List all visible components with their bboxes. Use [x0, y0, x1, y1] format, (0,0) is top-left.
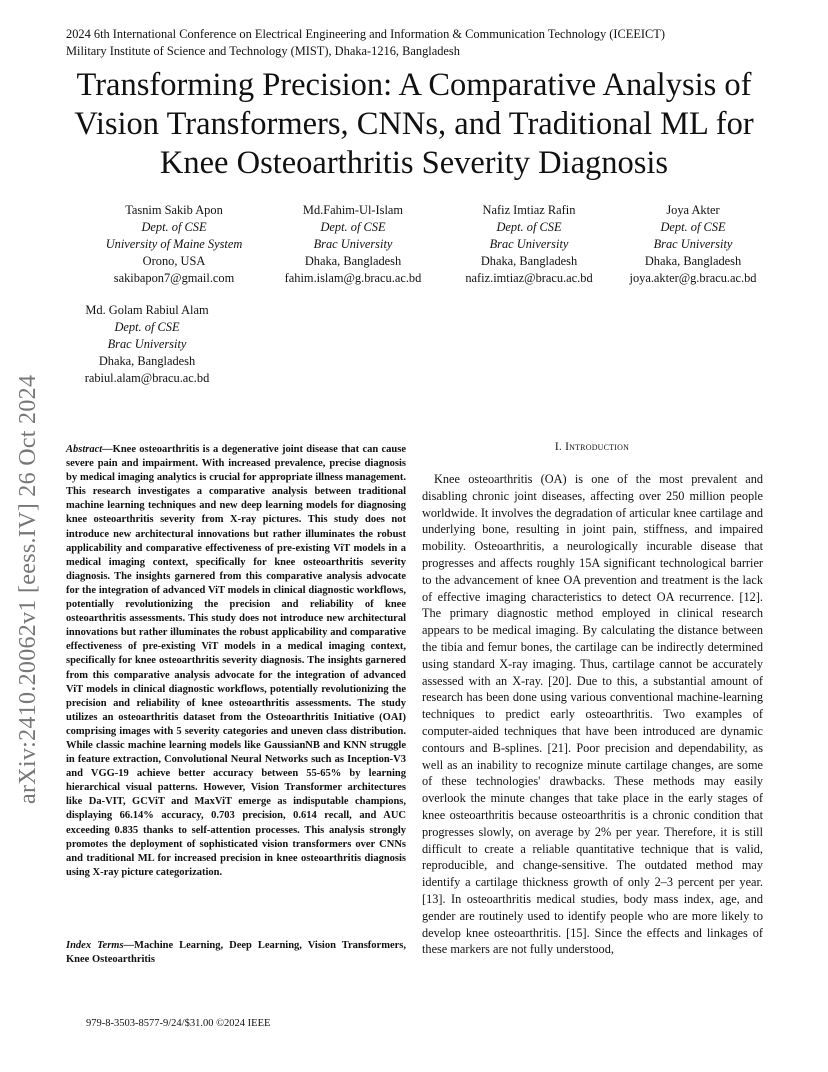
title-line-2: Vision Transformers, CNNs, and Traditional ML for — [74, 106, 754, 142]
conference-venue: Military Institute of Science and Technology (MIST), Dhaka-1216, Bangladesh — [66, 44, 460, 58]
arxiv-identifier: arXiv:2410.20062v1 [eess.IV] 26 Oct 2024 — [15, 374, 41, 804]
abstract-text: —Knee osteoarthritis is a degenerative joint disease that can cause severe pain and impairment. With increased prevalence, precise diagnosis by medical imaging analytics is crucial for appropriate illness management. This research investigates a comparative analysis between traditional machine learning techniques and new deep learning models for diagnosing knee osteoarthritis severity from X-ray pictures. This study does not introduce new architectural innovations but rather illuminates the robust applicability and comparative effectiveness of pre-existing ViT models in a medical imaging context, specifically for knee osteoarthritis severity diagnosis. The insights garnered from this comparative analysis advocate for the integration of advanced ViT models in clinical diagnostic workflows, potentially revolutionizing the precision and reliability of knee osteoarthritis assessments. This study does not introduce new architectural innovations but rather illuminates the robust applicability and comparative effectiveness of pre-existing ViT models in a medical imaging context, specifically for knee osteoarthritis severity diagnosis. The insights garnered from this comparative analysis advocate for the integration of advanced ViT models in clinical diagnostic workflows, potentially revolutionizing the precision and reliability of knee osteoarthritis assessments. The study utilizes an osteoarthritis dataset from the Osteoarthritis Initiative (OAI) comprising images with 5 severity categories and uneven class distribution. While classic machine learning models like GaussianNB and KNN struggle in feature extraction, Convolutional Neural Networks such as Inception-V3 and VGG-19 achieve better accuracy between 55-65% by learning hierarchical visual patterns. However, Vision Transformer architectures like Da-VIT, GCViT and MaxViT emerge as indisputable champions, displaying 66.14% accuracy, 0.703 precision, 0.614 recall, and AUC exceeding 0.835 thanks to self-attention processes. This analysis strongly promotes the deployment of sophisticated vision transformers over CNNs and traditional ML for increased precision in knee osteoarthritis diagnosis using X-ray picture categorization. — [66, 444, 406, 878]
index-terms — [66, 939, 406, 967]
author-name: Md. Golam Rabiul Alam — [85, 303, 209, 317]
author-email: nafiz.imtiaz@bracu.ac.bd — [465, 271, 593, 285]
introduction-text: Knee osteoarthritis (OA) is one of the most prevalent and disabling chronic joint diseases, affecting over 250 million people worldwide. It involves the degradation of articular knee cartilage and underlying bone, resulting in joint pain, stiffness, and impaired mobility. Osteoarthritis, a neurologically incurable disease that progresses and affects roughly 15A significant technological barrier to the advancement of knee OA prevention and treatment is the lack of effective imaging characteristics to detect OA recurrence. [12]. The primary diagnostic method employed in clinical research appears to be medical imaging. By calculating the distance between the tibia and femur bones, the cartilage can be indirectly determined using standard X-ray imaging. Thus, cartilage cannot be accurately assessed with an X-ray. [20]. Due to this, a substantial amount of research has been done using various conventional machine-learning techniques to predict early osteoarthritis. Two examples of computer-aided techniques that have been introduced are dynamic contours and B-splines. [21]. Poor precision and dependability, as well as an inability to recognize minute cartilage changes, are some of these technologies' drawbacks. These methods may easily overlook the minute changes that take place in the early stages of knee osteoarthritis because osteoarthritis is a chronic condition that progresses slowly, on average by 2% per year. Therefore, it is still difficult to create a reliable quantitative technique that is valid, reproducible, and change-sensitive. The outdated method may identify a cartilage thickness growth of only 2–3 percent per year. [13]. In osteoarthritis medical studies, body mass index, age, and gender are routinely used to identify people who are more likely to develop knee osteoarthritis. [15]. Since the effects and linkages of these markers are not fully understood, — [422, 472, 763, 957]
author-dept: Dept. of CSE — [320, 220, 386, 234]
author-block — [452, 202, 606, 287]
abstract — [66, 443, 406, 880]
author-institution: University of Maine System — [105, 237, 243, 251]
author-block — [620, 202, 766, 287]
conference-header — [66, 26, 786, 60]
author-email: joya.akter@g.bracu.ac.bd — [629, 271, 757, 285]
author-institution: Brac University — [653, 237, 733, 251]
author-location: Dhaka, Bangladesh — [480, 254, 578, 268]
author-location: Orono, USA — [142, 254, 206, 268]
author-location: Dhaka, Bangladesh — [304, 254, 402, 268]
author-email: rabiul.alam@bracu.ac.bd — [84, 371, 210, 385]
section-heading: I. Introduction — [554, 441, 630, 453]
author-institution: Brac University — [107, 337, 187, 351]
copyright-footer: 979-8-3503-8577-9/24/$31.00 ©2024 IEEE — [86, 1018, 271, 1029]
author-location: Dhaka, Bangladesh — [644, 254, 742, 268]
author-block — [96, 202, 252, 287]
abstract-label: Abstract — [66, 444, 103, 455]
author-institution: Brac University — [489, 237, 569, 251]
author-name: Md.Fahim-Ul-Islam — [302, 203, 404, 217]
title-line-3: Knee Osteoarthritis Severity Diagnosis — [159, 145, 669, 181]
paper-title — [50, 66, 778, 183]
conference-name: 2024 6th International Conference on Electrical Engineering and Information & Communication Technology (ICEEICT) — [66, 27, 665, 41]
author-dept: Dept. of CSE — [114, 320, 180, 334]
author-name: Tasnim Sakib Apon — [125, 203, 223, 217]
author-name: Nafiz Imtiaz Rafin — [482, 203, 576, 217]
author-institution: Brac University — [313, 237, 393, 251]
author-dept: Dept. of CSE — [141, 220, 207, 234]
index-terms-text: —Machine Learning, Deep Learning, Vision Transformers, Knee Osteoarthritis — [66, 940, 406, 966]
author-location: Dhaka, Bangladesh — [98, 354, 196, 368]
author-dept: Dept. of CSE — [660, 220, 726, 234]
author-dept: Dept. of CSE — [496, 220, 562, 234]
title-line-1: Transforming Precision: A Comparative Analysis of — [76, 67, 752, 103]
author-block — [274, 202, 432, 287]
author-block — [70, 302, 224, 387]
author-email: sakibapon7@gmail.com — [113, 271, 235, 285]
author-email: fahim.islam@g.bracu.ac.bd — [284, 271, 422, 285]
index-terms-label: Index Terms — [66, 940, 124, 951]
author-name: Joya Akter — [666, 203, 720, 217]
